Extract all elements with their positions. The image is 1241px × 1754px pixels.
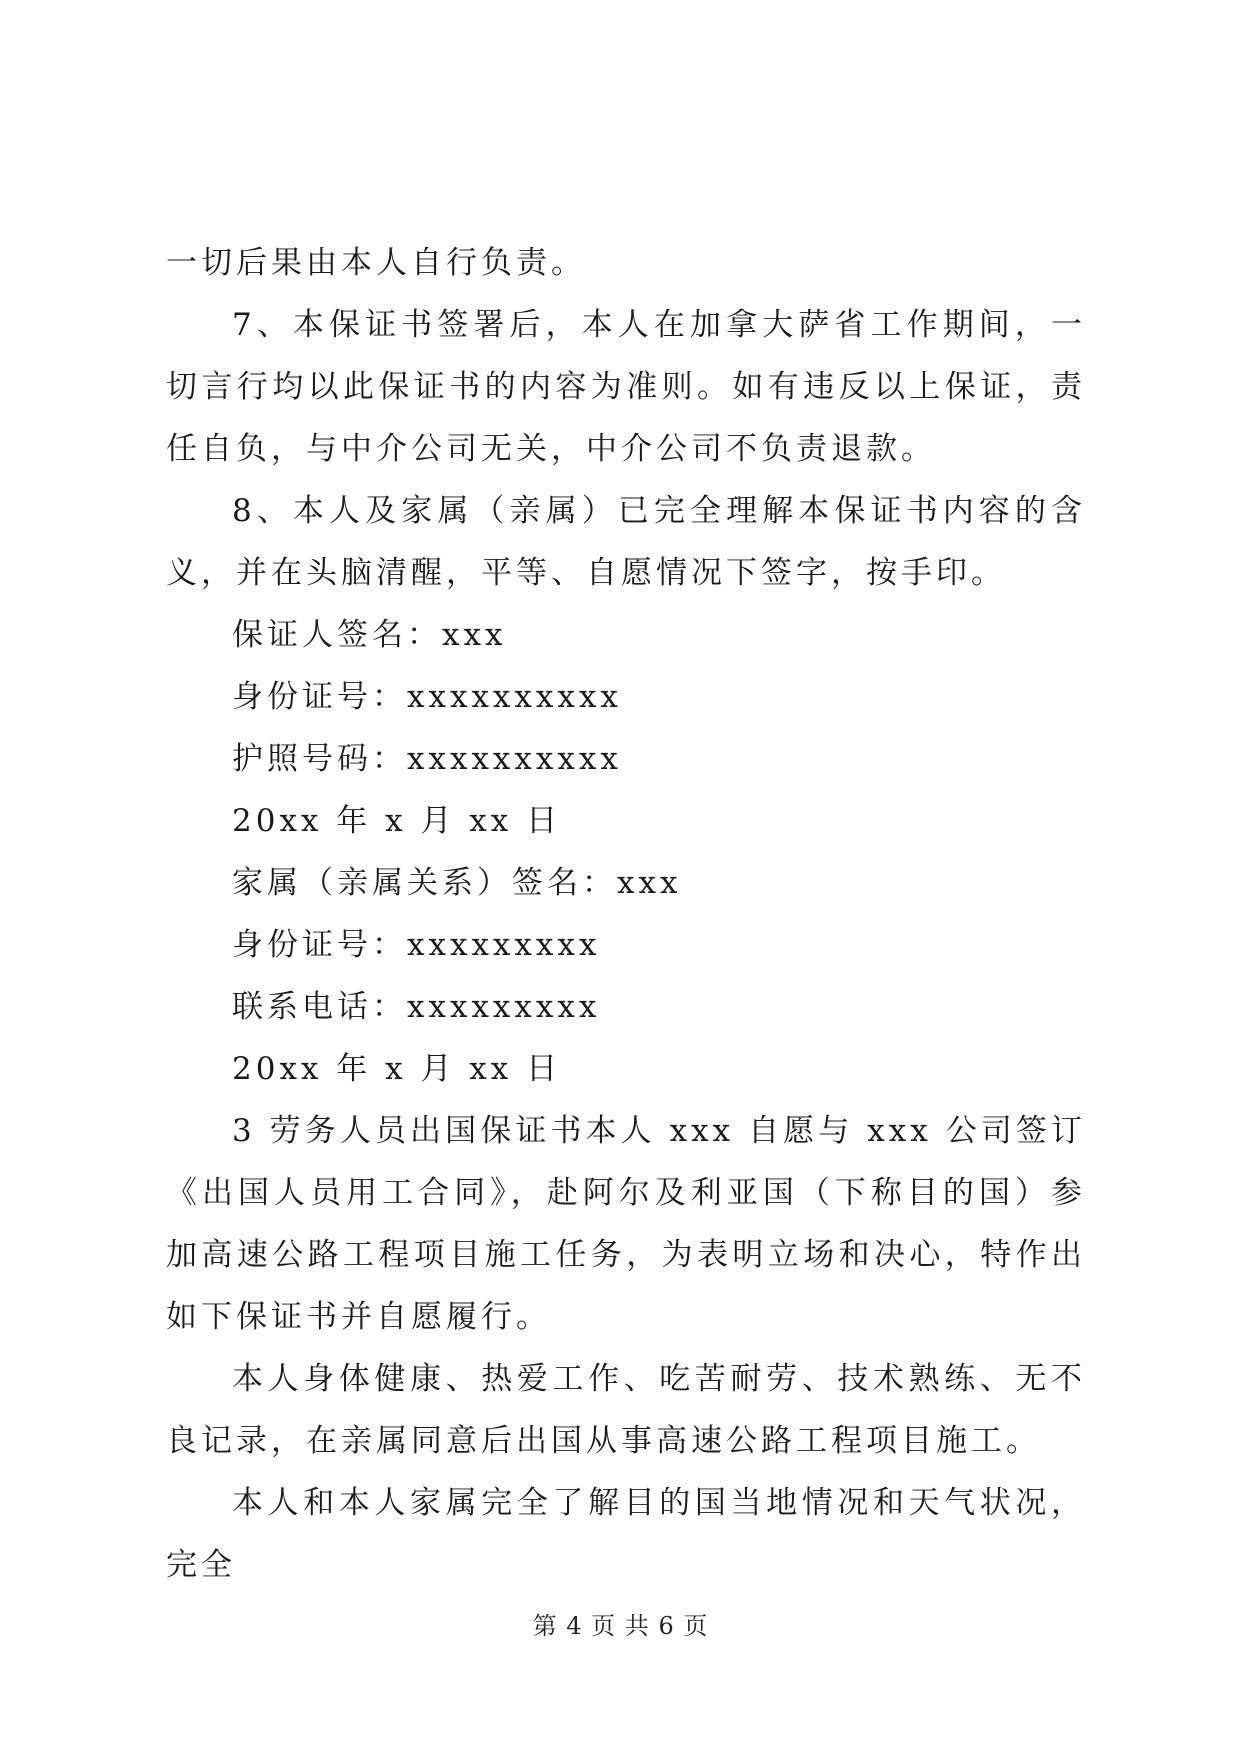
document-body	[166, 232, 1086, 1596]
relative-phone-line: 联系电话：xxxxxxxxx	[232, 989, 601, 1025]
paragraph-health-statement: 本人身体健康、热爱工作、吃苦耐劳、技术熟练、无不良记录，在亲属同意后出国从事高速公路工程项目施工。	[166, 1361, 1086, 1459]
guarantor-signature-line: 保证人签名：xxx	[232, 617, 507, 653]
relative-signature-line: 家属（亲属关系）签名：xxx	[232, 865, 682, 901]
paragraph-clause-8: 8、本人及家属（亲属）已完全理解本保证书内容的含义，并在头脑清醒，平等、自愿情况下签字，按手印。	[166, 493, 1086, 591]
guarantor-date-line: 20xx 年 x 月 xx 日	[232, 803, 562, 839]
paragraph-section-3-intro: 3 劳务人员出国保证书本人 xxx 自愿与 xxx 公司签订《出国人员用工合同》，赴阿尔及利亚国（下称目的国）参加高速公路工程项目施工任务，为表明立场和决心，特作出如下保证书并自愿履行。	[166, 1113, 1086, 1335]
relative-date-line: 20xx 年 x 月 xx 日	[232, 1051, 562, 1087]
guarantor-passport-line: 护照号码：xxxxxxxxxx	[232, 741, 622, 777]
paragraph-local-conditions: 本人和本人家属完全了解目的国当地情况和天气状况，完全	[166, 1485, 1086, 1583]
guarantor-id-number-line: 身份证号：xxxxxxxxxx	[232, 679, 622, 715]
paragraph-clause-7: 7、本保证书签署后，本人在加拿大萨省工作期间，一切言行均以此保证书的内容为准则。如有违反以上保证，责任自负，与中介公司无关，中介公司不负责退款。	[166, 307, 1086, 467]
relative-id-number-line: 身份证号：xxxxxxxxx	[232, 927, 601, 963]
page-footer: 第 4 页 共 6 页	[532, 1612, 709, 1640]
paragraph-1: 一切后果由本人自行负责。	[166, 245, 586, 281]
